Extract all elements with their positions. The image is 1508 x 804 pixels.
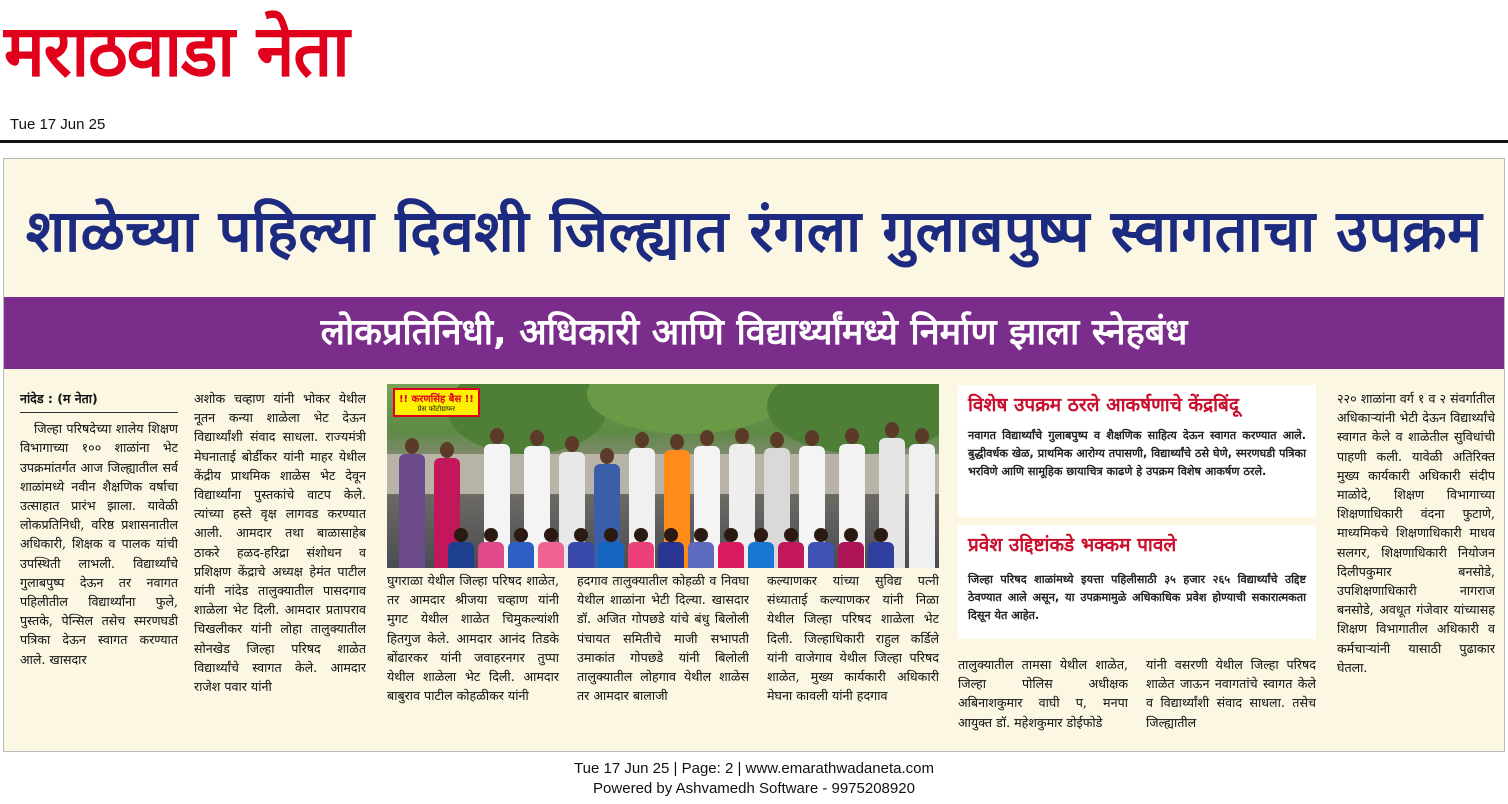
- seated-child: [687, 528, 715, 568]
- box-title: विशेष उपक्रम ठरले आकर्षणाचे केंद्रबिंदू: [968, 394, 1239, 416]
- masthead-rule: [0, 140, 1508, 143]
- seated-child: [447, 528, 475, 568]
- footer-page-info[interactable]: Tue 17 Jun 25 | Page: 2 | www.emarathwadaneta.com: [574, 760, 934, 777]
- article-headline: शाळेच्या पहिल्या दिवशी जिल्ह्यात रंगला गुलाबपुष्प स्वागताचा उपक्रम: [25, 197, 1483, 265]
- seated-child: [597, 528, 625, 568]
- article-text: कल्याणकर यांच्या सुविद्य पत्नी संध्याताई कल्याणकर यांनी निळा येथील जिल्हा परिषद शाळेला भेट दिली. जिल्हाधिकारी राहुल कर्डिले यांनी वाजेगाव येथील जिल्हा परिषद शाळेत, मुख्य कार्यकारी अधिकारी मेघना कावली यांनी हदगाव: [767, 573, 939, 704]
- seated-child: [717, 528, 745, 568]
- seated-child: [747, 528, 775, 568]
- seated-child: [507, 528, 535, 568]
- seated-child: [537, 528, 565, 568]
- article-text: २२० शाळांना वर्ग १ व २ संवर्गातील अधिकाऱ्यांनी भेटी देऊन विद्यार्थ्यांचे स्वागत केले व शाळेतील सुविधांची पाहणी कली. यावेळी अतिरिक्त मुख्य कार्यकारी अधिकारी संदीप माळोदे, शिक्षण विभागाच्या शिक्षणाधिकारी वंदना फुटाणे, माध्यमिकचे शिक्षणाधिकारी माधव सलगर, शिक्षणाधिकारी नियोजन दिलीपकुमार बनसोडे, उपशिक्षणाधिकारी नागराज बनसोडे, अवधूत गंजेवार यांच्यासह शिक्षण विभागातील अधिकारी व कर्मचाऱ्यांनी यासाठी पुढाकार घेतला.: [1337, 391, 1495, 675]
- article-column-2: [194, 389, 366, 739]
- photographer-credit: [393, 388, 480, 417]
- article-subheadline: लोकप्रतिनिधी, अधिकारी आणि विद्यार्थ्यांमध्ये निर्माण झाला स्नेहबंध: [320, 312, 1188, 353]
- standing-person: [397, 438, 427, 568]
- seated-child: [477, 528, 505, 568]
- photographer-name: !! करणसिंह बैस !!: [399, 394, 474, 405]
- standing-person: [907, 428, 937, 568]
- article-column-6: [958, 655, 1128, 741]
- article-column-4: [577, 571, 749, 741]
- masthead: [0, 0, 1508, 142]
- article-text: अशोक चव्हाण यांनी भोकर येथील नूतन कन्या शाळेला भेट देऊन विद्यार्थ्यांशी संवाद साधला. राज्यमंत्री मेघनाताई बोर्डीकर यांनी माहर येथील केंद्रीय प्राथमिक शाळेस भेट देवून विद्यार्थ्यांना पुस्तकांचे वाटप केले. त्यांच्या हस्ते वृक्ष लागवड करण्यात आली. आमदार तथा बाळासाहेब ठाकरे हळद-हरिद्रा संशोधन व प्रशिक्षण केंद्राचे अध्यक्ष हेमंत पाटील यांनी नांदेड तालुक्यातील पासदगाव शाळेला भेट दिली. आमदार प्रतापराव चिखलीकर यांनी लोहा तालुक्यातील सोनखेड जिल्हा परिषद शाळेत विद्यार्थ्यांचे स्वागत केले. आमदार राजेश पवार यांनी: [194, 391, 366, 695]
- seated-child: [567, 528, 595, 568]
- article-text: घुगराळा येथील जिल्हा परिषद शाळेत, तर आमदार श्रीजया चव्हाण यांनी मुगट येथील शाळेत चिमुकल्यांशी हितगुज केले. आमदार आनंद तिडके बोंढारकर यांनी जवाहरनगर तुप्पा येथील शाळेला भेट दिली. आमदार बाबुराव पाटील कोहळीकर यांनी: [387, 573, 559, 704]
- subheadline-band: [4, 297, 1504, 369]
- seated-child: [867, 528, 895, 568]
- footer-powered-by: Powered by Ashvamedh Software - 9975208920: [593, 780, 915, 797]
- article-dateline: नांदेड : (म नेता): [20, 389, 178, 413]
- seated-child: [777, 528, 805, 568]
- article-column-1: [20, 389, 178, 739]
- article-column-5: [767, 571, 939, 741]
- highlight-box-admission-target: [958, 525, 1316, 639]
- article-text: तालुक्यातील तामसा येथील शाळेत, जिल्हा पोलिस अधीक्षक अबिनाशकुमार वाघी प, मनपा आयुक्त डॉ. महेशकुमार डोईफोडे: [958, 657, 1128, 730]
- photographer-role: प्रेस फोटोग्राफर: [417, 405, 456, 413]
- newspaper-logo[interactable]: मराठवाडा नेता: [4, 10, 349, 94]
- seated-child: [657, 528, 685, 568]
- news-photo[interactable]: [387, 384, 939, 568]
- seated-child: [837, 528, 865, 568]
- seated-child: [627, 528, 655, 568]
- box-title: प्रवेश उद्दिष्टांकडे भक्कम पावले: [968, 534, 1177, 556]
- article-text: हदगाव तालुक्यातील कोहळी व निवघा येथील शाळांना भेटी दिल्या. खासदार डॉ. अजित गोपछडे यांचे बंधु बिलोली पंचायत समितीचे माजी सभापती उमाकांत गोपछडे यांनी बिलोली तालुक्यातील लोहगाव येथील शाळेस तर आमदार बालाजी: [577, 573, 749, 704]
- news-clipping: [3, 158, 1505, 752]
- edition-date: Tue 17 Jun 25: [10, 116, 106, 133]
- article-column-8: [1337, 389, 1495, 739]
- box-text: जिल्हा परिषद शाळांमध्ये इयत्ता पहिलीसाठी ३५ हजार २६५ विद्यार्थ्यांचे उद्दिष्ट ठेवण्यात आले असून, या उपक्रमामुळे अधिकाधिक प्रवेश होण्याची सकारात्मकता दिसून येत आहेत.: [968, 573, 1306, 622]
- article-column-7: [1146, 655, 1316, 741]
- box-text: नवागत विद्यार्थ्यांचे गुलाबपुष्प व शैक्षणिक साहित्य देऊन स्वागत करण्यात आले. बुद्धीवर्धक खेळ, प्राथमिक आरोग्य तपासणी, विद्यार्थ्यांचे ठसे घेणे, स्मरणघडी पत्रिका भरविणे आणि सामूहिक छायाचित्र काढणे हे उपक्रम विशेष आकर्षण ठरले.: [968, 429, 1306, 478]
- article-text: जिल्हा परिषदेच्या शालेय शिक्षण विभागाच्या १०० शाळांना भेट उपक्रमांतर्गत आज जिल्ह्यातील सर्व शाळांमध्ये नवीन शैक्षणिक वर्षाचा उत्साहात प्रारंभ झाला. यावेळी लोकप्रतिनिधी, वरिष्ठ प्रशासनातील अधिकारी, शिक्षक व पालक यांची उपस्थिती लाभली. विद्यार्थ्यांचे गुलाबपुष्प देऊन तर नवागत पहिलीतील विद्यार्थ्यांना फुले, पुस्तके, पेन्सिल तसेच स्मरणघडी पत्रिका देऊन स्वागत करण्यात आले. खासदार: [20, 421, 178, 667]
- article-text: यांनी वसरणी येथील जिल्हा परिषद शाळेत जाऊन नवागतांचे स्वागत केले व विद्यार्थ्यांशी संवाद साधला. तसेच जिल्ह्यातील: [1146, 657, 1316, 730]
- highlight-box-special-activities: [958, 385, 1316, 517]
- article-column-3: [387, 571, 559, 741]
- seated-child: [807, 528, 835, 568]
- tree-shape: [587, 384, 787, 434]
